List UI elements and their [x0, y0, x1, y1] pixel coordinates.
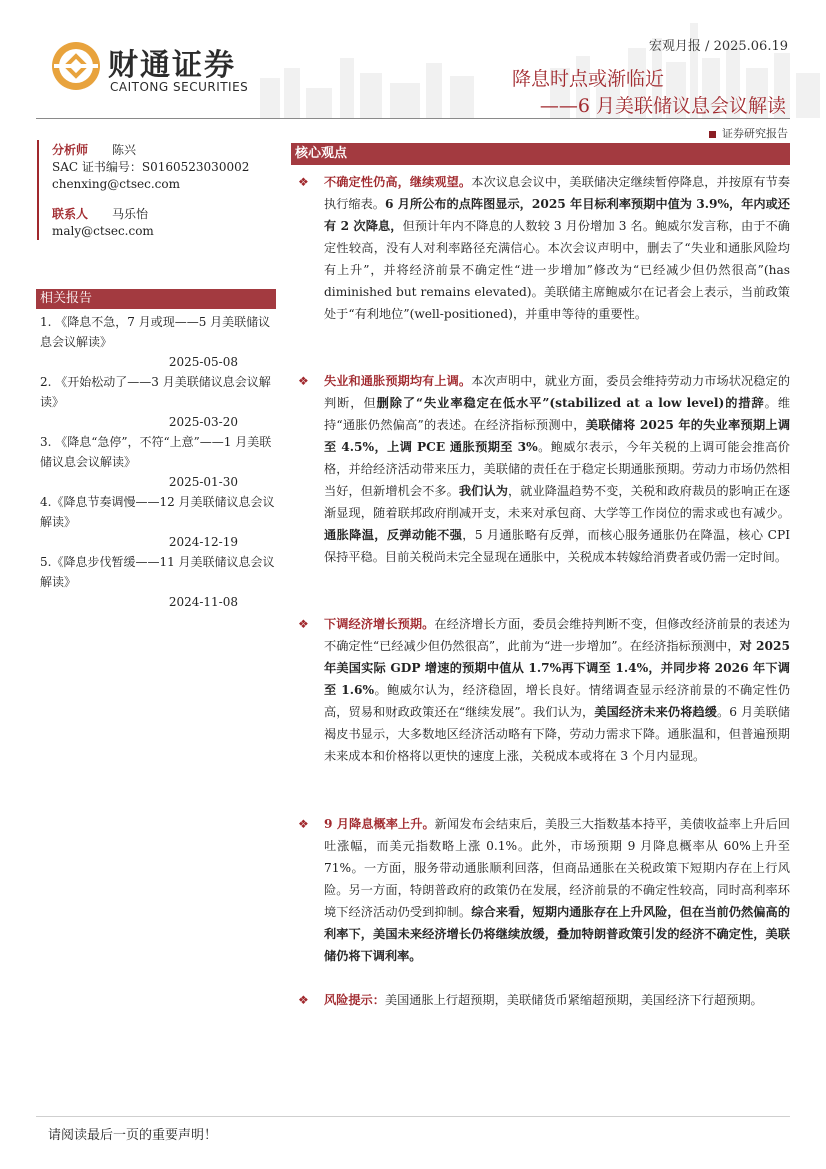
section-text: ，5 月通胀略有反弹，而核心服务通胀仍在降温，核心 CPI 保持平稳。目前关税尚未完全显现在通胀中，关税成本转嫁给消费者或仍需一定时间。 — [324, 528, 791, 564]
report-subtitle: ——6 月美联储议息会议解读 — [539, 95, 786, 117]
diamond-bullet-icon: ❖ — [298, 617, 309, 631]
section-text: 。鲍威尔表示，今年关税的上调可能会推高价格，并给经济活动带来压力，美联储的责任在于稳定长期通胀预期。劳动力市场仍然相当好，但新增机会不多。 — [324, 440, 790, 498]
doc-type-date: 宏观月报 / 2025.06.19 — [648, 39, 788, 54]
section-bold-text: 我们认为 — [458, 484, 508, 498]
viewpoint-section-1 — [298, 171, 790, 325]
related-report-item[interactable] — [40, 312, 278, 372]
diamond-bullet-icon: ❖ — [298, 817, 309, 831]
report-title: 降息时点或渐临近 — [511, 68, 664, 90]
section-bold-text: 美国经济未来仍将趋缓 — [594, 705, 718, 719]
section-text: 在经济增长方面，委员会维持判断不变，但修改经济前景的表述为不确定性“已经减少但仍然很高”，此前为“进一步增加”。在经济指标预测中， — [324, 617, 791, 653]
analyst-cert: SAC 证书编号：S0160523030002 — [52, 160, 250, 174]
diamond-bullet-icon: ❖ — [298, 374, 309, 388]
related-reports-list — [40, 312, 278, 612]
contact-label: 联系人 — [52, 207, 89, 221]
related-report-date: 2025-05-08 — [168, 355, 238, 369]
section-text: 但预计年内不降息的人数较 3 月份增加 3 名。鲍威尔发言称，由于不确定性较高，没有人对利率路径充满信心。本次会议声明中，删去了“失业和通胀风险均有上升”，并将经济前景不确定性“进一步增加”修改为“已经减少但仍然很高”(has diminished but remains elevated)。美联储主席鲍威尔在记者会上表示，当前政策处于“有利地位”(well-positioned)，并重申等待的重要性。 — [324, 219, 790, 321]
section-bold-text: 美联储将 2025 年的失业率预期上调至 4.5%，上调 PCE 通胀预期至 3% — [324, 418, 791, 454]
section-heading: 风险提示： — [324, 993, 385, 1007]
section-heading: 不确定性仍高，继续观望。 — [324, 175, 472, 189]
section-text: 。维持“通胀仍然偏高”的表述。在经济指标预测中， — [324, 396, 791, 432]
contact-block — [52, 206, 154, 240]
section-text: 本次声明中，就业方面，委员会维持劳动力市场状况稳定的判断，但 — [324, 374, 791, 410]
related-report-title: 1. 《降息不急，7 月或现——5 月美联储议息会议解读》 — [40, 315, 271, 349]
section-bold-text: 综合来看，短期内通胀存在上升风险，但在当前仍然偏高的利率下，美国未来经济增长仍将继续放缓，叠加特朗普政策引发的经济不确定性，美联储仍将下调利率。 — [324, 905, 791, 963]
core-viewpoints-heading: 核心观点 — [291, 143, 790, 165]
viewpoint-section-4 — [298, 813, 790, 967]
footer-notice: 请阅读最后一页的重要声明！ — [48, 1128, 218, 1143]
section-heading: 失业和通胀预期均有上调。 — [324, 374, 472, 388]
report-tag — [709, 125, 788, 141]
section-text: 美国通胀上行超预期，美联储货币紧缩超预期，美国经济下行超预期。 — [384, 993, 763, 1007]
square-bullet-icon — [709, 131, 716, 138]
related-report-title: 3. 《降息“急停”，不符“上意”——1 月美联储议息会议解读》 — [40, 435, 272, 469]
analyst-block — [52, 142, 249, 193]
brand-name-en: CAITONG SECURITIES — [110, 80, 249, 94]
related-report-date: 2025-03-20 — [168, 415, 238, 429]
section-heading: 下调经济增长预期。 — [324, 617, 435, 631]
related-report-item[interactable] — [40, 552, 278, 612]
diamond-bullet-icon: ❖ — [298, 993, 309, 1007]
section-text: 本次议息会议中，美联储决定继续暂停降息，并按原有节奏执行缩表。 — [324, 175, 791, 211]
section-text: 。鲍威尔认为，经济稳固，增长良好。情绪调查显示经济前景的不确定性仍高，贸易和财政政策还在“继续发展”。我们认为， — [324, 683, 791, 719]
sidebar-accent-line — [37, 140, 39, 240]
section-heading: 9 月降息概率上升。 — [324, 817, 435, 831]
viewpoint-section-3 — [298, 613, 790, 767]
footer-divider — [36, 1116, 790, 1117]
related-report-date: 2024-12-19 — [168, 535, 238, 549]
related-report-title: 2. 《开始松动了——3 月美联储议息会议解读》 — [40, 375, 271, 409]
related-report-title: 4.《降息节奏调慢——12 月美联储议息会议解读》 — [40, 495, 275, 529]
section-bold-text: 对 2025 年美国实际 GDP 增速的预期中值从 1.7%再下调至 1.4%，并同步将 2026 年下调至 1.6% — [324, 639, 790, 697]
contact-email[interactable]: maly@ctsec.com — [52, 224, 154, 238]
section-bold-text: 删除了“失业率稳定在低水平”(stabilized at a low level)的措辞 — [376, 396, 765, 410]
analyst-label: 分析师 — [52, 143, 89, 157]
related-report-date: 2025-01-30 — [168, 475, 238, 489]
brand-name-cn: 财通证券 — [108, 48, 236, 83]
report-tag-label: 证券研究报告 — [722, 127, 788, 140]
related-report-title: 5.《降息步伐暂缓——11 月美联储议息会议解读》 — [40, 555, 275, 589]
section-text: ，就业降温趋势不变，关税和政府裁员的影响正在逐渐显现，随着联邦政府削减开支，未来对承包商、大学等工作岗位的需求或也有减少。 — [324, 484, 791, 520]
diamond-bullet-icon: ❖ — [298, 175, 309, 189]
related-report-item[interactable] — [40, 492, 278, 552]
section-text: 新闻发布会结束后，美股三大指数基本持平，美债收益率上升后回吐涨幅，而美元指数略上涨 0.1%。此外，市场预期 9 月降息概率从 60%上升至 71%。一方面，服务带动通胀顺利回落，但商品通胀在关税政策下短期内存在上行风险。另一方面，特朗普政府的政策仍在发展，经济前景的不确定性较高，同时高利率环境下经济活动仍受到抑制。 — [324, 817, 790, 919]
header-divider — [36, 118, 790, 119]
related-report-item[interactable] — [40, 432, 278, 492]
caitong-logo-icon — [50, 40, 102, 92]
related-report-date: 2024-11-08 — [168, 595, 238, 609]
section-text: 。6 月美联储褐皮书显示，大多数地区经济活动略有下降，劳动力需求下降。通胀温和，但普遍预期未来成本和价格将以更快的速度上涨，关税成本或将在 3 个月内显现。 — [324, 705, 790, 763]
analyst-email[interactable]: chenxing@ctsec.com — [52, 177, 180, 191]
related-reports-heading: 相关报告 — [36, 289, 276, 309]
viewpoint-section-risk — [298, 989, 790, 1011]
section-bold-text: 通胀降温，反弹动能不强 — [324, 528, 463, 542]
viewpoint-section-2 — [298, 370, 790, 568]
section-bold-text: 6 月所公布的点阵图显示，2025 年目标利率预期中值为 3.9%，年内或还有 2 次降息， — [324, 197, 790, 233]
related-report-item[interactable] — [40, 372, 278, 432]
contact-name: 马乐怡 — [112, 207, 149, 221]
analyst-name: 陈兴 — [112, 143, 137, 157]
